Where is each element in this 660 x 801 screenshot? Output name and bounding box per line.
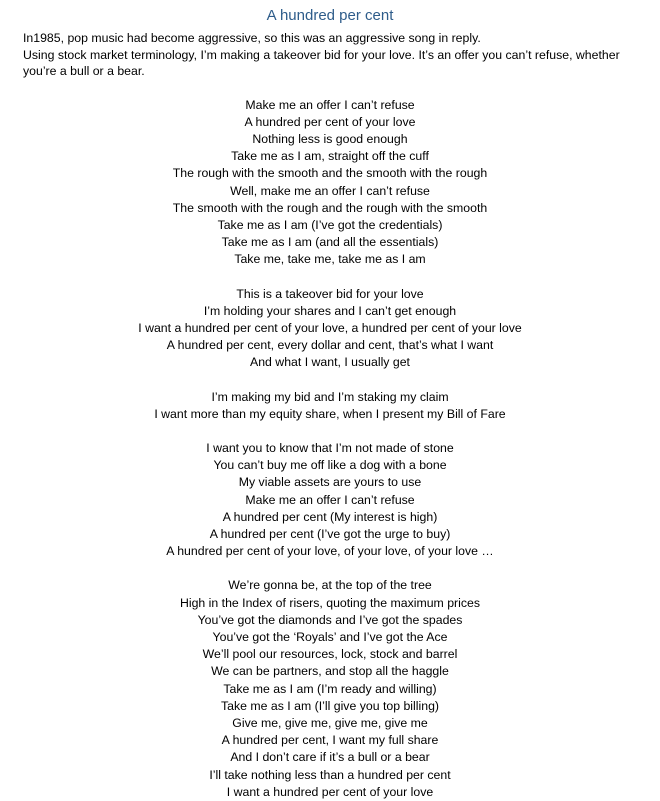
lyrics-line: Make me an offer I can’t refuse [18,492,642,509]
lyrics-line: We’re gonna be, at the top of the tree [18,577,642,594]
lyrics-stanza [18,389,642,423]
lyrics-line: This is a takeover bid for your love [18,286,642,303]
lyrics-line: High in the Index of risers, quoting the maximum prices [18,595,642,612]
lyrics-line: Take me as I am (I’ll give you top billing) [18,698,642,715]
lyrics-line: Make me an offer I can’t refuse [18,97,642,114]
lyrics-stanza [18,577,642,801]
lyrics-line: Take me as I am (I’ve got the credentials) [18,217,642,234]
lyrics-line: You can’t buy me off like a dog with a bone [18,457,642,474]
lyrics-body [18,97,642,801]
lyrics-line: We’ll pool our resources, lock, stock and barrel [18,646,642,663]
lyrics-line: The smooth with the rough and the rough with the smooth [18,200,642,217]
lyrics-line: A hundred per cent of your love, of your love, of your love … [18,543,642,560]
lyrics-line: A hundred per cent of your love [18,114,642,131]
lyrics-line: Nothing less is good enough [18,131,642,148]
lyrics-line: Give me, give me, give me, give me [18,715,642,732]
lyrics-line: Take me as I am, straight off the cuff [18,148,642,165]
page-title: A hundred per cent [18,6,642,26]
lyrics-line: I want a hundred per cent of your love [18,784,642,801]
lyrics-stanza [18,440,642,560]
lyrics-line: Well, make me an offer I can’t refuse [18,183,642,200]
lyrics-line: You’ve got the diamonds and I’ve got the spades [18,612,642,629]
intro-paragraphs [23,30,642,80]
lyrics-line: I want a hundred per cent of your love, a hundred per cent of your love [18,320,642,337]
lyrics-line: A hundred per cent (My interest is high) [18,509,642,526]
lyrics-line: I want more than my equity share, when I present my Bill of Fare [18,406,642,423]
lyrics-line: And what I want, I usually get [18,354,642,371]
lyrics-stanza [18,286,642,372]
lyrics-line: I’m making my bid and I’m staking my claim [18,389,642,406]
lyrics-line: We can be partners, and stop all the haggle [18,663,642,680]
lyrics-line: I want you to know that I’m not made of stone [18,440,642,457]
lyrics-line: A hundred per cent (I’ve got the urge to buy) [18,526,642,543]
lyrics-line: My viable assets are yours to use [18,474,642,491]
lyrics-line: The rough with the smooth and the smooth with the rough [18,165,642,182]
lyrics-line: A hundred per cent, I want my full share [18,732,642,749]
lyrics-line: I’m holding your shares and I can’t get enough [18,303,642,320]
lyrics-line: You’ve got the ‘Royals’ and I’ve got the Ace [18,629,642,646]
lyrics-line: Take me as I am (and all the essentials) [18,234,642,251]
intro-line: In1985, pop music had become aggressive, so this was an aggressive song in reply. [23,30,642,47]
intro-line: Using stock market terminology, I’m making a takeover bid for your love. It’s an offer you can’t refuse, whether you’re a bull or a bear. [23,47,642,80]
lyrics-stanza [18,97,642,269]
lyrics-line: Take me as I am (I’m ready and willing) [18,681,642,698]
lyrics-line: And I don’t care if it’s a bull or a bear [18,749,642,766]
lyrics-line: A hundred per cent, every dollar and cent, that’s what I want [18,337,642,354]
lyrics-line: I’ll take nothing less than a hundred per cent [18,767,642,784]
lyrics-line: Take me, take me, take me as I am [18,251,642,268]
